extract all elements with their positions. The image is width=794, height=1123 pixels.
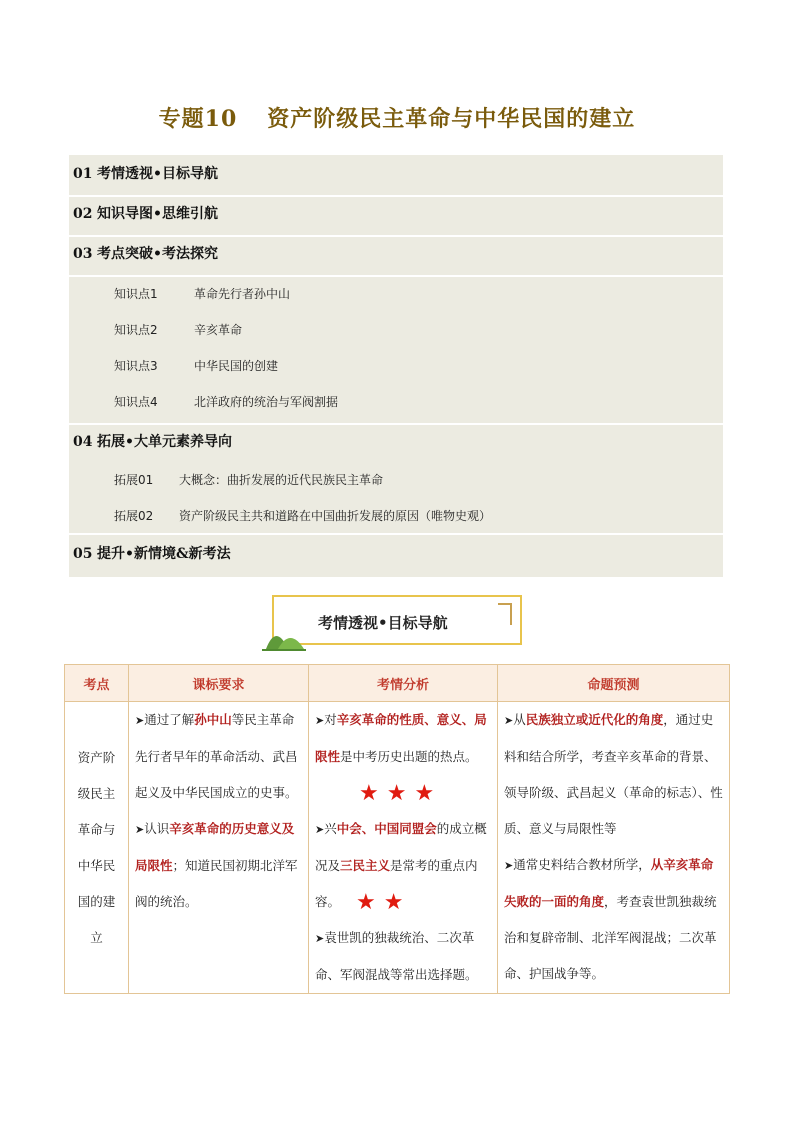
arrow-icon: ➤ bbox=[135, 823, 145, 836]
toc-section-03[interactable]: 03 考点突破•考法探究 bbox=[73, 246, 218, 262]
page-title bbox=[0, 102, 794, 133]
toc-extension-01[interactable]: 拓展01 大概念：曲折发展的近代民族民主革命 bbox=[114, 473, 384, 487]
banner-decoration bbox=[510, 603, 512, 625]
toc-section-02[interactable]: 02 知识导图•思维引航 bbox=[73, 206, 218, 222]
analysis-paragraph: ➤兴中会、中国同盟会的成立概况及三民主义是常考的重点内容。 ★★ bbox=[315, 821, 487, 915]
arrow-icon: ➤ bbox=[315, 714, 325, 727]
toc-divider bbox=[69, 235, 723, 237]
column-header: 考点 bbox=[65, 665, 129, 702]
table-of-contents bbox=[69, 155, 723, 577]
toc-section-01[interactable]: 01 考情透视•目标导航 bbox=[73, 166, 218, 182]
toc-knowledge-point-4[interactable]: 知识点4 北洋政府的统治与军阀割据 bbox=[114, 395, 339, 409]
standards-paragraph: ➤通过了解孙中山等民主革命先行者早年的革命活动、武昌起义及中华民国成立的史事。 bbox=[135, 712, 298, 800]
toc-divider bbox=[69, 423, 723, 425]
toc-section-05[interactable]: 05 提升•新情境&新考法 bbox=[73, 546, 231, 562]
toc-divider bbox=[69, 195, 723, 197]
standards-cell bbox=[129, 702, 309, 994]
banner-decoration bbox=[498, 603, 512, 605]
table-header-row bbox=[65, 665, 730, 702]
toc-knowledge-point-3[interactable]: 知识点3 中华民国的创建 bbox=[114, 359, 279, 373]
exam-analysis-table bbox=[64, 664, 730, 994]
arrow-icon: ➤ bbox=[315, 823, 325, 836]
topic-cell: 资产阶级民主革命与中华民国的建立 bbox=[65, 702, 129, 994]
toc-divider bbox=[69, 533, 723, 535]
toc-knowledge-point-2[interactable]: 知识点2 辛亥革命 bbox=[114, 323, 243, 337]
arrow-icon: ➤ bbox=[504, 714, 514, 727]
topic-number: 专题10 bbox=[158, 106, 238, 132]
toc-extension-02[interactable]: 拓展02 资产阶级民主共和道路在中国曲折发展的原因（唯物史观） bbox=[114, 509, 492, 523]
topic-title: 资产阶级民主革命与中华民国的建立 bbox=[267, 106, 636, 132]
column-header: 课标要求 bbox=[129, 665, 309, 702]
prediction-paragraph: ➤通常史料结合教材所学，从辛亥革命失败的一面的角度，考查袁世凯独裁统治和复辟帝制、北洋军阀混战；二次革命、护国战争等。 bbox=[504, 857, 717, 981]
section-banner bbox=[272, 595, 522, 645]
prediction-paragraph: ➤从民族独立或近代化的角度，通过史料和结合所学，考查辛亥革命的背景、领导阶级、武昌起义（革命的标志）、性质、意义与局限性等 bbox=[504, 712, 723, 836]
hills-icon bbox=[262, 617, 306, 651]
toc-knowledge-point-1[interactable]: 知识点1 革命先行者孙中山 bbox=[114, 287, 291, 301]
section-banner-title: 考情透视•目标导航 bbox=[318, 614, 448, 632]
column-header: 命题预测 bbox=[498, 665, 730, 702]
column-header: 考情分析 bbox=[309, 665, 498, 702]
toc-divider bbox=[69, 275, 723, 277]
arrow-icon: ➤ bbox=[315, 932, 325, 945]
analysis-cell bbox=[309, 702, 498, 994]
standards-paragraph: ➤认识辛亥革命的历史意义及局限性；知道民国初期北洋军阀的统治。 bbox=[135, 821, 298, 909]
table-row bbox=[65, 702, 730, 994]
arrow-icon: ➤ bbox=[135, 714, 145, 727]
star-rating: ★★★ bbox=[359, 780, 443, 806]
toc-section-04[interactable]: 04 拓展•大单元素养导向 bbox=[73, 434, 232, 450]
star-rating: ★★ bbox=[356, 889, 412, 915]
analysis-paragraph: ➤对辛亥革命的性质、意义、局限性是中考历史出题的热点。★★★ bbox=[315, 712, 487, 806]
arrow-icon: ➤ bbox=[504, 859, 514, 872]
analysis-paragraph: ➤袁世凯的独裁统治、二次革命、军阀混战等常出选择题。 bbox=[315, 930, 478, 982]
prediction-cell bbox=[498, 702, 730, 994]
